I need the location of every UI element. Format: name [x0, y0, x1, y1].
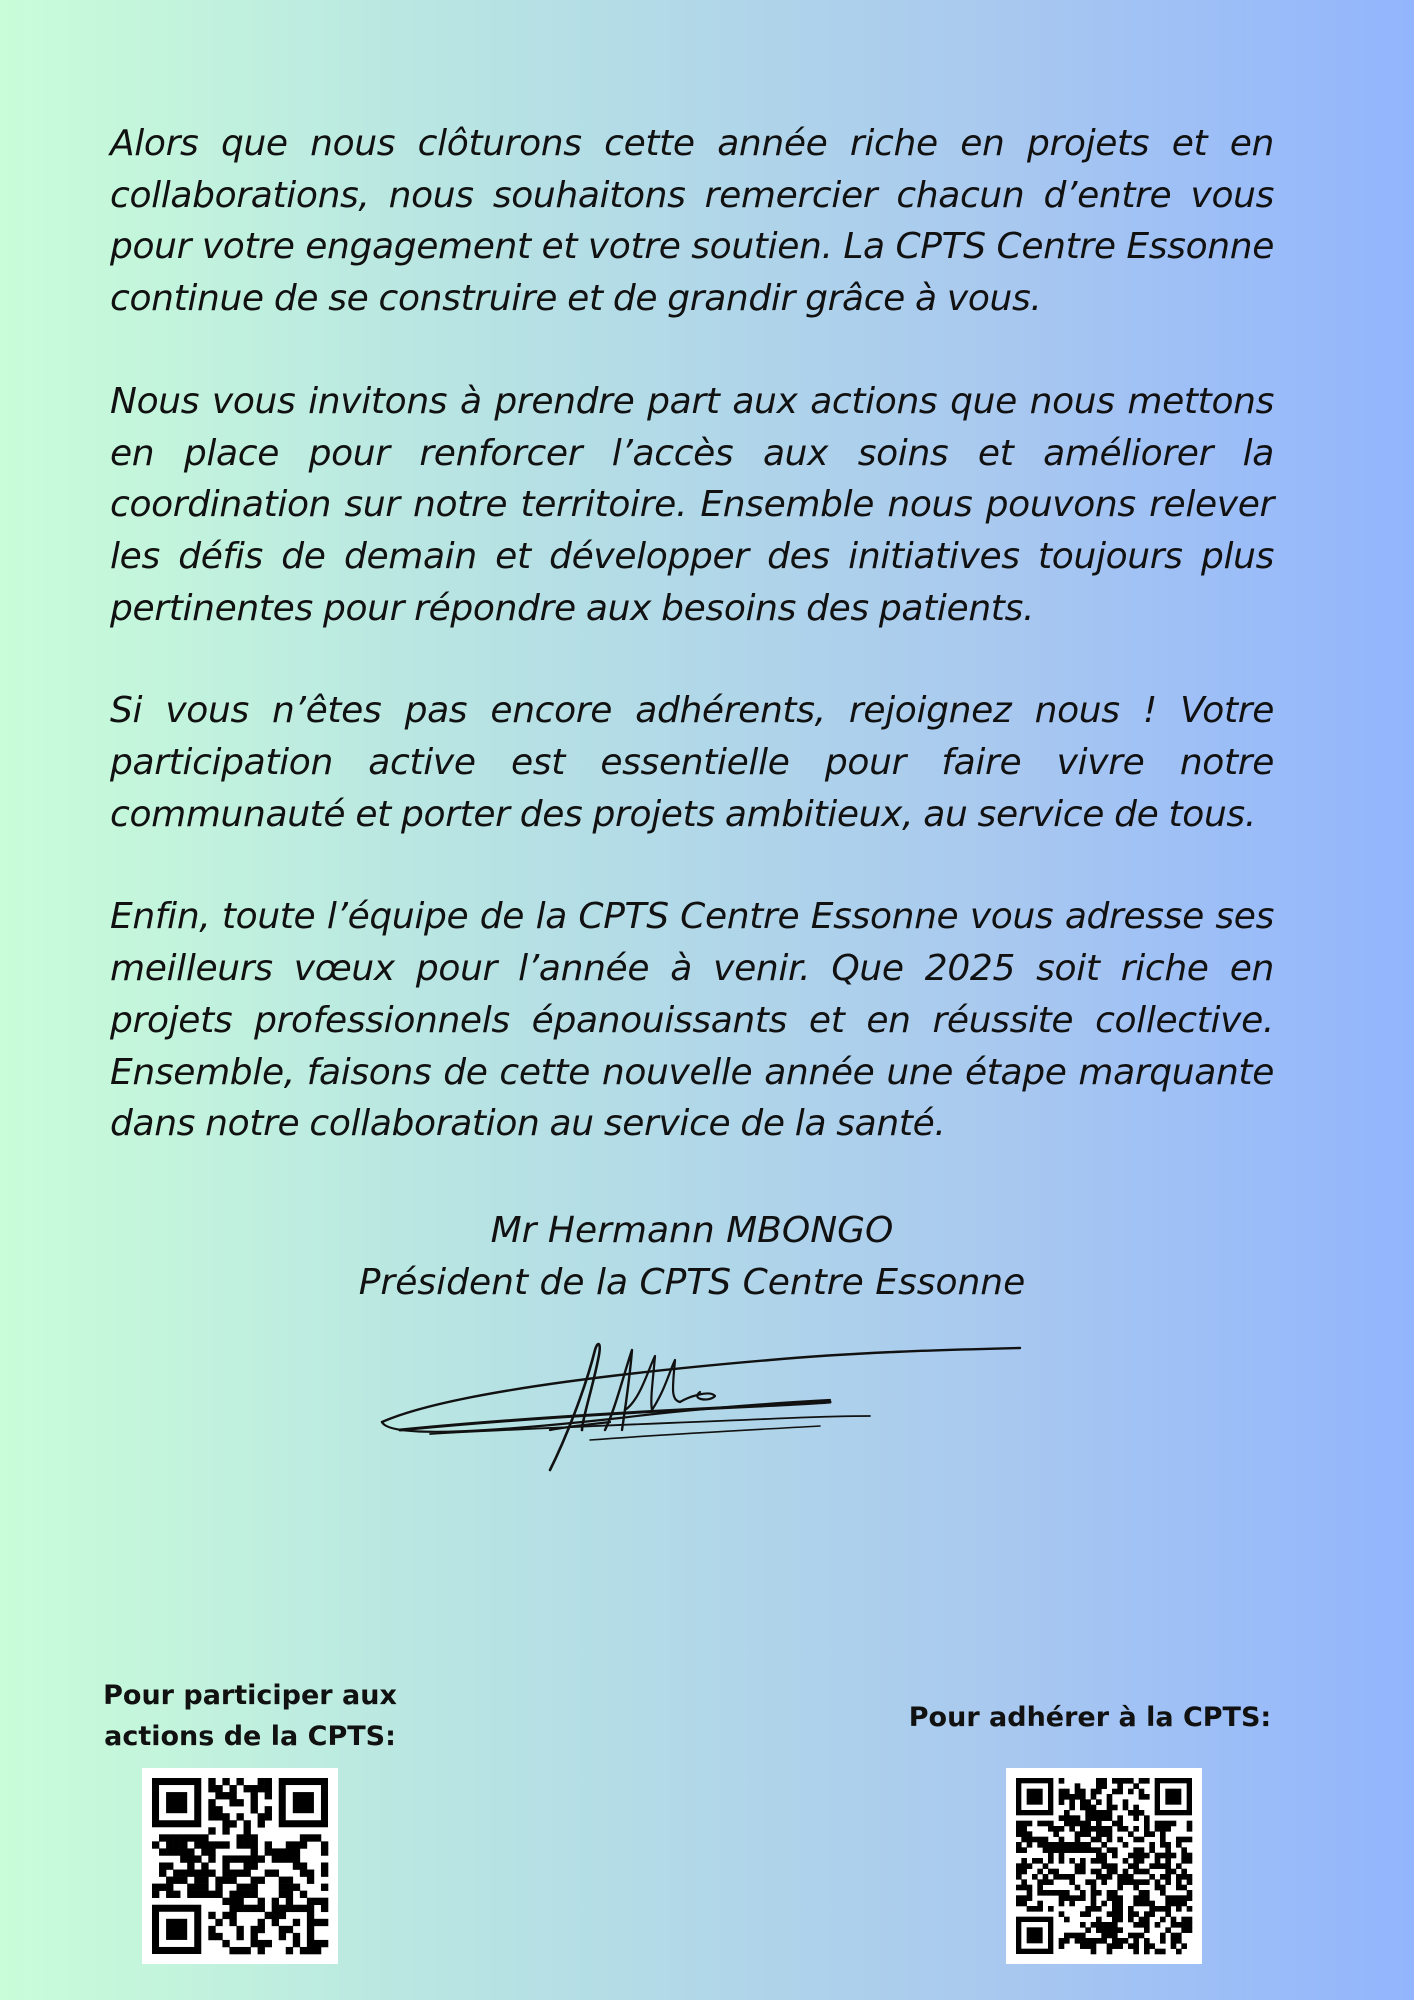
qr-join-label-text: Pour adhérer à la CPTS:: [908, 1702, 1272, 1733]
qr-code-join[interactable]: [1006, 1768, 1202, 1964]
paragraph-closing-year: Alors que nous clôturons cette année riche en projets et en collaborations, nous souhaitons remercier chacun d’entre vous pour votre engagement et votre soutien. La CPTS Centre Essonne continue de se construire et de grandir grâce à vous.: [110, 123, 1274, 320]
qr-code-participate[interactable]: [142, 1768, 338, 1964]
paragraph-wishes: Enfin, toute l’équipe de la CPTS Centre Essonne vous adresse ses meilleurs vœux pour l’année à venir. Que 2025 soit riche en projets professionnels épanouissants et en réussite collective. Ensemble, faisons de cette nouvelle année une étape marquante dans notre collaboration au service de la santé.: [110, 896, 1274, 1145]
letter-body: [110, 118, 1274, 1201]
signoff: [110, 1205, 1274, 1309]
signer-name: Mr Hermann MBONGO: [490, 1210, 894, 1251]
paragraph-join: Si vous n’êtes pas encore adhérents, rejoignez nous ! Votre participation active est essentielle pour faire vivre notre communauté et porter des projets ambitieux, au service de tous.: [110, 690, 1274, 835]
qr-participate-label: [95, 1675, 405, 1757]
qr-join-label: [900, 1697, 1280, 1738]
signer-title: Président de la CPTS Centre Essonne: [358, 1262, 1026, 1303]
paragraph-invitation: Nous vous invitons à prendre part aux actions que nous mettons en place pour renforcer l’accès aux soins et améliorer la coordination sur notre territoire. Ensemble nous pouvons relever les défis de demain et développer des initiatives toujours plus pertinentes pour répondre aux besoins des patients.: [110, 380, 1274, 629]
qr-participate-label-line2: actions de la CPTS:: [104, 1721, 396, 1752]
qr-participate-label-line1: Pour participer aux: [103, 1680, 397, 1711]
handwritten-signature: [370, 1330, 1030, 1480]
